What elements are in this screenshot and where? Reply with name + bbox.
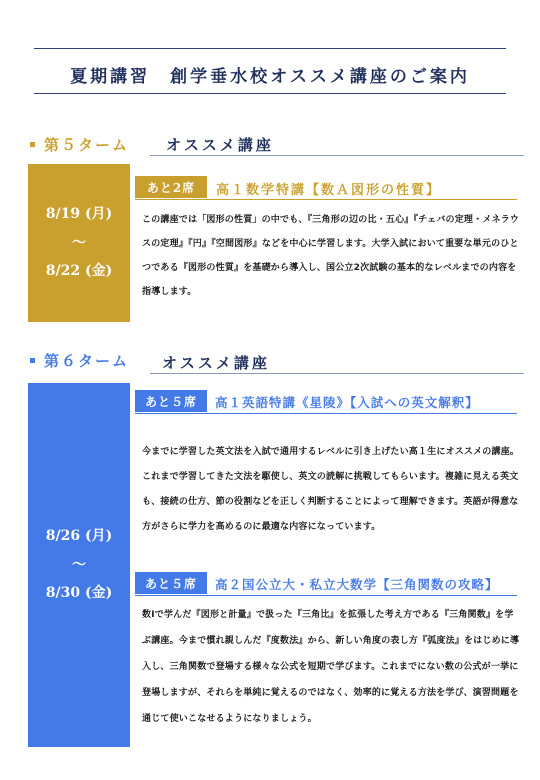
term6-course2-seats-badge: あと５席 [135,572,207,594]
term5-date-tilde: 〜 [72,234,86,251]
page-title: 夏期講習 創学垂水校オススメ講座のご案内 [70,67,470,87]
term6-heading-rule [150,373,524,374]
term5-label: 第５ターム [44,136,130,154]
term6-date-end: 8/30 (金) [45,585,113,602]
term6-date-start: 8/26 (月) [45,527,113,544]
term6-course1-description: 今までに学習した英文法を入試で通用するレベルに引き上げたい高１生にオススメの講座。これまで学習してきた文法を駆使し、英文の読解に挑戦してもらいます。複雑に見える英文も、接続の仕方、節の役割などを正しく判断することによって理解できます。英語が得意な方がさらに学力を高めるのに最適な内容になっています。 [142,447,520,532]
term5-bullet-icon [30,142,35,147]
term5-date-start: 8/19 (月) [45,205,113,222]
term6-course1-title: 高１英語特講《星陵》【入試への英文解釈】 [215,395,479,410]
term5-course-description: この講座では「図形の性質」の中でも、『三角形の辺の比・五心』『チェバの定理・メネラウスの定理』『円』『空間図形』などを中心に学習します。大学入試において重要な単元のひとつである『図形の性質』を基礎から導入し、国公立2次試験の基本的なレベルまでの内容を指導します。 [142,215,520,297]
term5-heading-rule [150,155,524,156]
term6-course1-underline [135,413,517,414]
term6-heading: オススメ講座 [162,354,270,372]
term5-date-end: 8/22 (金) [45,263,113,280]
term6-course2-underline [135,595,517,596]
term6-date-block [28,383,130,747]
header-rule-top [34,48,506,49]
term5-course-title: 高１数学特講【数Ａ図形の性質】 [216,183,442,198]
term5-seats-badge: あと2席 [135,176,207,198]
term5-date-block [28,164,130,322]
term6-label: 第６ターム [44,352,130,370]
term6-bullet-icon [30,358,35,363]
term6-course1-seats-badge: あと５席 [135,390,207,412]
term5-heading: オススメ講座 [166,136,274,154]
header-rule-bottom [34,93,506,94]
term6-course2-title: 高２国公立大・私立大数学【三角関数の攻略】 [215,577,499,592]
term6-date-tilde: 〜 [72,556,86,573]
term6-course2-description: 数Ⅰで学んだ『図形と計量』で扱った『三角比』を拡張した考え方である『三角関数』を学ぶ講座。今まで慣れ親しんだ『度数法』から、新しい角度の表し方『弧度法』をはじめに導入し、三角関数で登場する様々な公式を短期で学びます。これまでにない数の公式が一挙に登場しますが、それらを単純に覚えるのではなく、効率的に覚える方法を学び、演習問題を通じて使いこなせるようになりましょう。 [142,610,520,724]
term5-title-underline [135,199,517,200]
